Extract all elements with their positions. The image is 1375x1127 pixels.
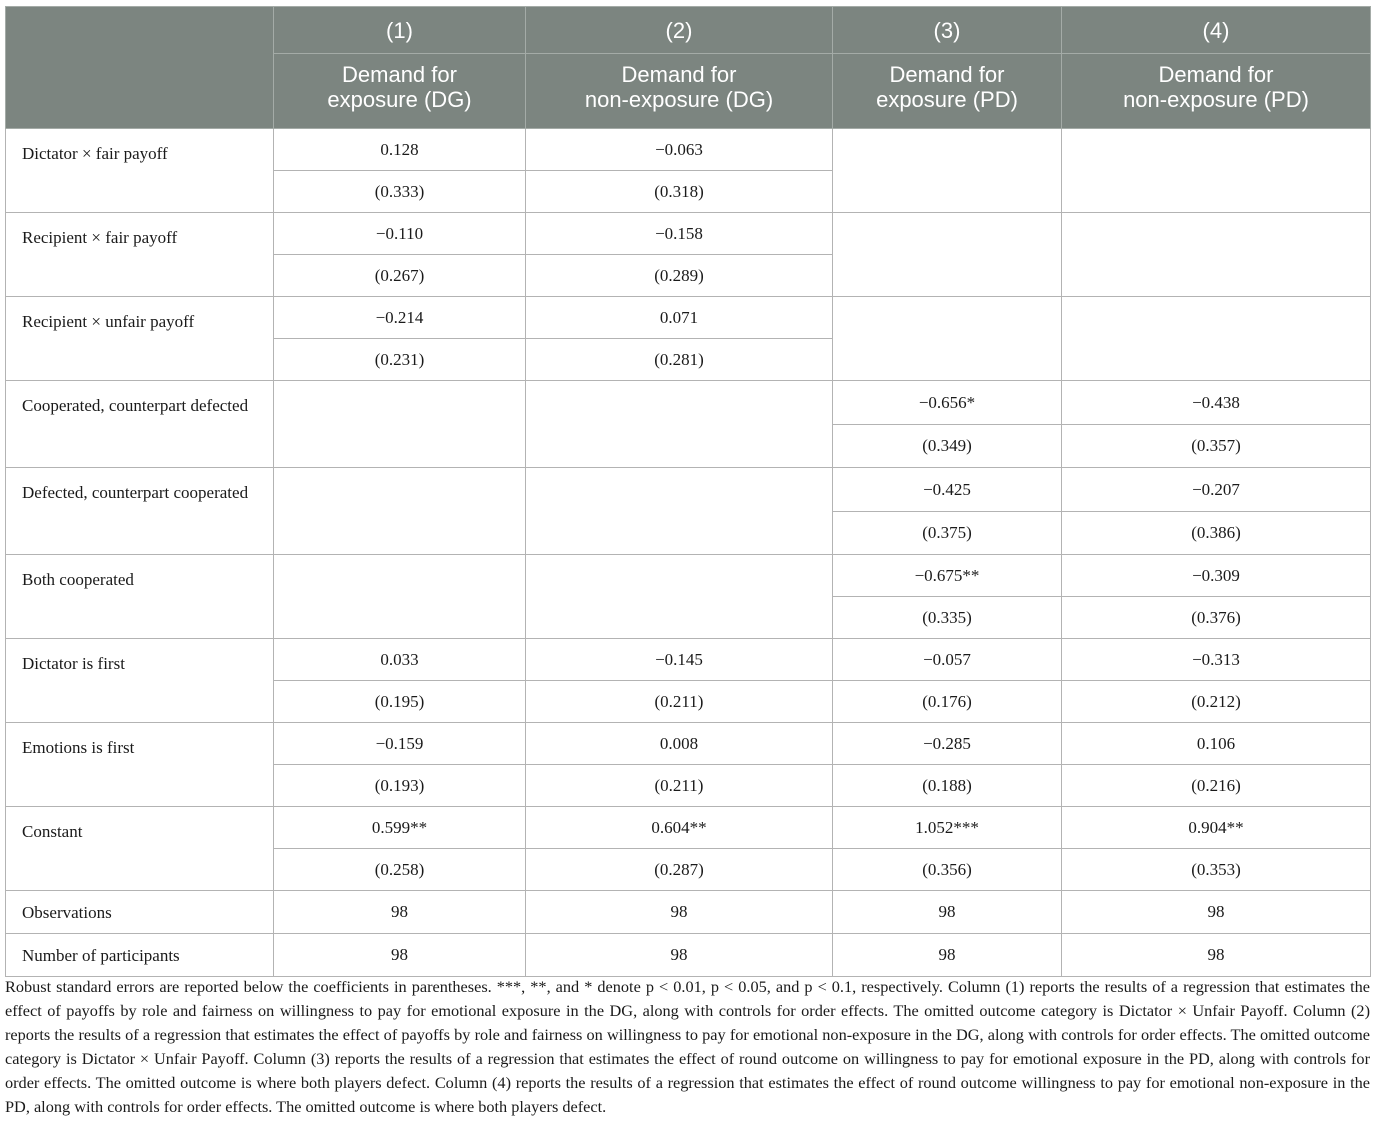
coef-row [6,807,1371,849]
empty-cell [526,555,833,639]
empty-cell [274,468,526,555]
row-label: Defected, counterpart cooperated [6,468,274,555]
coef-cell: −0.425 [833,468,1062,512]
row-label: Observations [6,891,274,934]
se-cell: (0.267) [274,255,526,297]
summary-row-observations [6,891,1371,934]
column-label-line: non-exposure (DG) [584,87,774,112]
coef-cell: −0.675** [833,555,1062,597]
coef-row [6,723,1371,765]
se-cell: (0.356) [833,849,1062,891]
row-label: Dictator is first [6,639,274,723]
table-body [6,129,1371,977]
row-label: Dictator × fair payoff [6,129,274,213]
summary-cell: 98 [274,891,526,934]
se-cell: (0.195) [274,681,526,723]
summary-cell: 98 [1062,934,1371,977]
coef-row [6,213,1371,255]
se-cell: (0.376) [1062,597,1371,639]
column-label [1062,54,1371,129]
coef-cell: 0.071 [526,297,833,339]
se-cell: (0.349) [833,425,1062,468]
column-number: (4) [1062,7,1371,54]
se-cell: (0.289) [526,255,833,297]
table-footnote: Robust standard errors are reported below the coefficients in parentheses. ***, **, and * denote p < 0.01, p < 0.05, and p < 0.1, respectively. Column (1) reports the results of a regression that estimates the effect of payoffs by role and fairness on willingness to pay for emotional exposure in the DG, along with controls for order effects. The omitted outcome category is Dictator × Unfair Payoff. Column (2) reports the results of a regression that estimates the effect of payoffs by role and fairness on willingness to pay for emotional non-exposure in the DG, along with controls for order effects. The omitted outcome category is Dictator × Unfair Payoff. Column (3) reports the results of a regression that estimates the effect of round outcome on willingness to pay for emotional exposure in the PD, along with controls for order effects. The omitted outcome is where both players defect. Column (4) reports the results of a regression that estimates the effect of round outcome willingness to pay for emotional non-exposure in the PD, along with controls for order effects. The omitted outcome is where both players defect. [5,977,1370,1116]
column-label [274,54,526,129]
se-cell: (0.188) [833,765,1062,807]
column-label-line: exposure (PD) [876,87,1018,112]
se-cell: (0.281) [526,339,833,381]
coef-cell: 0.604** [526,807,833,849]
se-cell: (0.193) [274,765,526,807]
empty-cell [526,381,833,468]
column-label [833,54,1062,129]
se-cell: (0.216) [1062,765,1371,807]
coef-cell: 1.052*** [833,807,1062,849]
se-cell: (0.287) [526,849,833,891]
coef-cell: −0.145 [526,639,833,681]
se-cell: (0.333) [274,171,526,213]
header-corner-cell [6,7,274,129]
row-label: Cooperated, counterpart defected [6,381,274,468]
se-cell: (0.211) [526,765,833,807]
summary-cell: 98 [833,891,1062,934]
row-label: Emotions is first [6,723,274,807]
summary-row-participants [6,934,1371,977]
coef-cell: −0.309 [1062,555,1371,597]
column-label-line: Demand for [1158,62,1274,87]
empty-cell [833,129,1062,213]
coef-cell: −0.285 [833,723,1062,765]
summary-cell: 98 [833,934,1062,977]
empty-cell [526,468,833,555]
column-label-line: Demand for [621,62,737,87]
coef-row [6,129,1371,171]
column-number-row [6,7,1371,54]
coef-cell: 0.106 [1062,723,1371,765]
row-label: Both cooperated [6,555,274,639]
coef-cell: −0.158 [526,213,833,255]
empty-cell [833,213,1062,297]
coef-row [6,555,1371,597]
column-label-line: Demand for [342,62,457,87]
coef-cell: 0.904** [1062,807,1371,849]
coef-cell: −0.656* [833,381,1062,425]
coef-cell: −0.214 [274,297,526,339]
coef-cell: 0.008 [526,723,833,765]
coef-cell: 0.599** [274,807,526,849]
se-cell: (0.176) [833,681,1062,723]
column-label-line: non-exposure (PD) [1123,87,1309,112]
column-number: (1) [274,7,526,54]
row-label: Recipient × unfair payoff [6,297,274,381]
regression-table-container [5,6,1370,977]
summary-cell: 98 [526,934,833,977]
coef-cell: −0.207 [1062,468,1371,512]
table-header [6,7,1371,129]
column-number: (2) [526,7,833,54]
se-cell: (0.335) [833,597,1062,639]
column-number: (3) [833,7,1062,54]
row-label: Recipient × fair payoff [6,213,274,297]
se-cell: (0.211) [526,681,833,723]
se-cell: (0.212) [1062,681,1371,723]
column-label-line: exposure (DG) [327,87,472,112]
column-label [526,54,833,129]
coef-row [6,381,1371,425]
empty-cell [274,555,526,639]
empty-cell [833,297,1062,381]
empty-cell [1062,297,1371,381]
se-cell: (0.231) [274,339,526,381]
se-cell: (0.375) [833,512,1062,555]
row-label: Constant [6,807,274,891]
se-cell: (0.258) [274,849,526,891]
column-label-line: Demand for [889,62,1005,87]
coef-cell: −0.159 [274,723,526,765]
empty-cell [274,381,526,468]
se-cell: (0.353) [1062,849,1371,891]
se-cell: (0.386) [1062,512,1371,555]
coef-cell: −0.110 [274,213,526,255]
coef-cell: −0.057 [833,639,1062,681]
coef-row [6,639,1371,681]
se-cell: (0.357) [1062,425,1371,468]
coef-row [6,468,1371,512]
coef-cell: 0.128 [274,129,526,171]
empty-cell [1062,213,1371,297]
coef-cell: −0.063 [526,129,833,171]
row-label: Number of participants [6,934,274,977]
summary-cell: 98 [274,934,526,977]
summary-cell: 98 [526,891,833,934]
regression-table [5,6,1371,977]
empty-cell [1062,129,1371,213]
coef-cell: −0.438 [1062,381,1371,425]
se-cell: (0.318) [526,171,833,213]
coef-cell: −0.313 [1062,639,1371,681]
coef-cell: 0.033 [274,639,526,681]
coef-row [6,297,1371,339]
summary-cell: 98 [1062,891,1371,934]
